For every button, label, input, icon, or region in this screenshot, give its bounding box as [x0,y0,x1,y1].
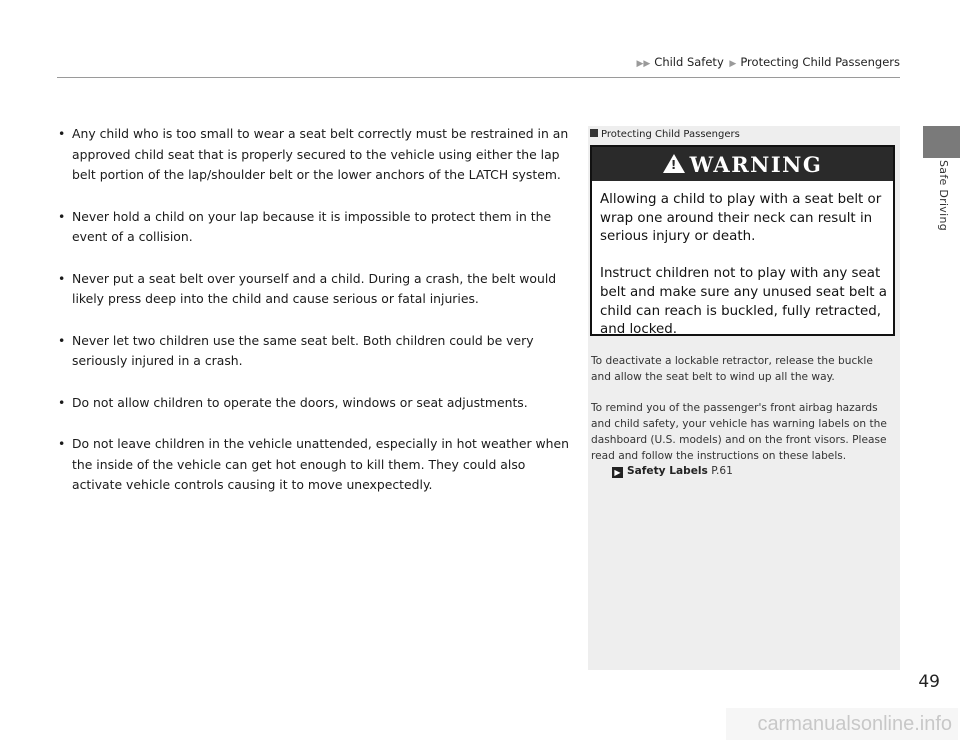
list-item [58,331,570,372]
warning-banner [592,147,893,181]
warning-triangle-icon: ! [663,154,685,174]
bullet-text: Do not leave children in the vehicle unattended, especially in hot weather when the inside of the vehicle can get hot enough to kill them. They could also activate vehicle controls causing it to move unexpectedly. [72,436,570,492]
bullet-icon: • [58,208,66,224]
bullet-icon: • [58,394,66,410]
list-item [58,269,570,310]
safety-bullet-list [58,124,570,496]
section-tab-label: Safe Driving [937,160,950,232]
reference-marker-icon [590,129,598,137]
bullet-icon: • [58,436,66,451]
sidebar-notes [591,354,893,480]
list-item [58,207,570,248]
crossref-label: Safety Labels [627,465,708,478]
note-paragraph: To deactivate a lockable retractor, release the buckle and allow the seat belt to wind up all the way. [591,355,873,383]
bullet-text: Any child who is too small to wear a seat belt correctly must be restrained in an approved child seat that is properly secured to the vehicle using either the lap belt portion of the lap/shoulder belt or the lower anchors of the LATCH system. [72,126,569,182]
bullet-text: Never hold a child on your lap because it is impossible to protect them in the event of a collision. [72,208,552,244]
list-item [58,124,570,186]
bullet-icon: • [58,126,66,141]
warning-box [590,145,895,336]
breadcrumb-item-child-safety[interactable]: Child Safety [654,55,724,69]
crossref-page: P.61 [711,465,733,478]
warning-paragraph: Allowing a child to play with a seat belt or wrap one around their neck can result in serious injury or death. [600,192,882,245]
cross-reference-icon: ▶ [612,467,623,478]
warning-body [600,191,887,340]
list-item [58,393,570,414]
breadcrumb-item-protecting-child-passengers[interactable]: Protecting Child Passengers [740,55,900,69]
page-number: 49 [918,672,940,692]
watermark: carmanualsonline.info [726,708,958,740]
list-item [58,434,570,496]
safety-labels-link[interactable] [612,464,893,480]
header-divider [57,77,900,78]
warning-paragraph: Instruct children not to play with any seat belt and make sure any unused seat belt a child can reach is buckled, fully retracted, and locked. [600,266,888,338]
bullet-icon: • [58,270,66,286]
bullet-text: Never let two children use the same seat belt. Both children could be very seriously injured in a crash. [72,332,534,368]
breadcrumb-arrow-icon: ▶ [729,59,737,69]
breadcrumb [634,55,900,69]
note-paragraph: To remind you of the passenger's front airbag hazards and child safety, your vehicle has warning labels on the dashboard (U.S. models) and on the front visors. Please read and follow the instructions on these labels. [591,401,887,462]
bullet-text: Never put a seat belt over yourself and a child. During a crash, the belt would likely press deep into the child and cause serious or fatal injuries. [72,270,557,306]
breadcrumb-arrow-icon: ▶▶ [636,59,651,69]
section-tab-marker [923,126,960,158]
bullet-icon: • [58,332,66,348]
sidebar-title-text: Protecting Child Passengers [601,129,740,140]
bullet-text: Do not allow children to operate the doors, windows or seat adjustments. [72,394,528,410]
sidebar-title [590,129,740,140]
sidebar-panel [588,126,900,670]
warning-label: WARNING [689,151,823,177]
